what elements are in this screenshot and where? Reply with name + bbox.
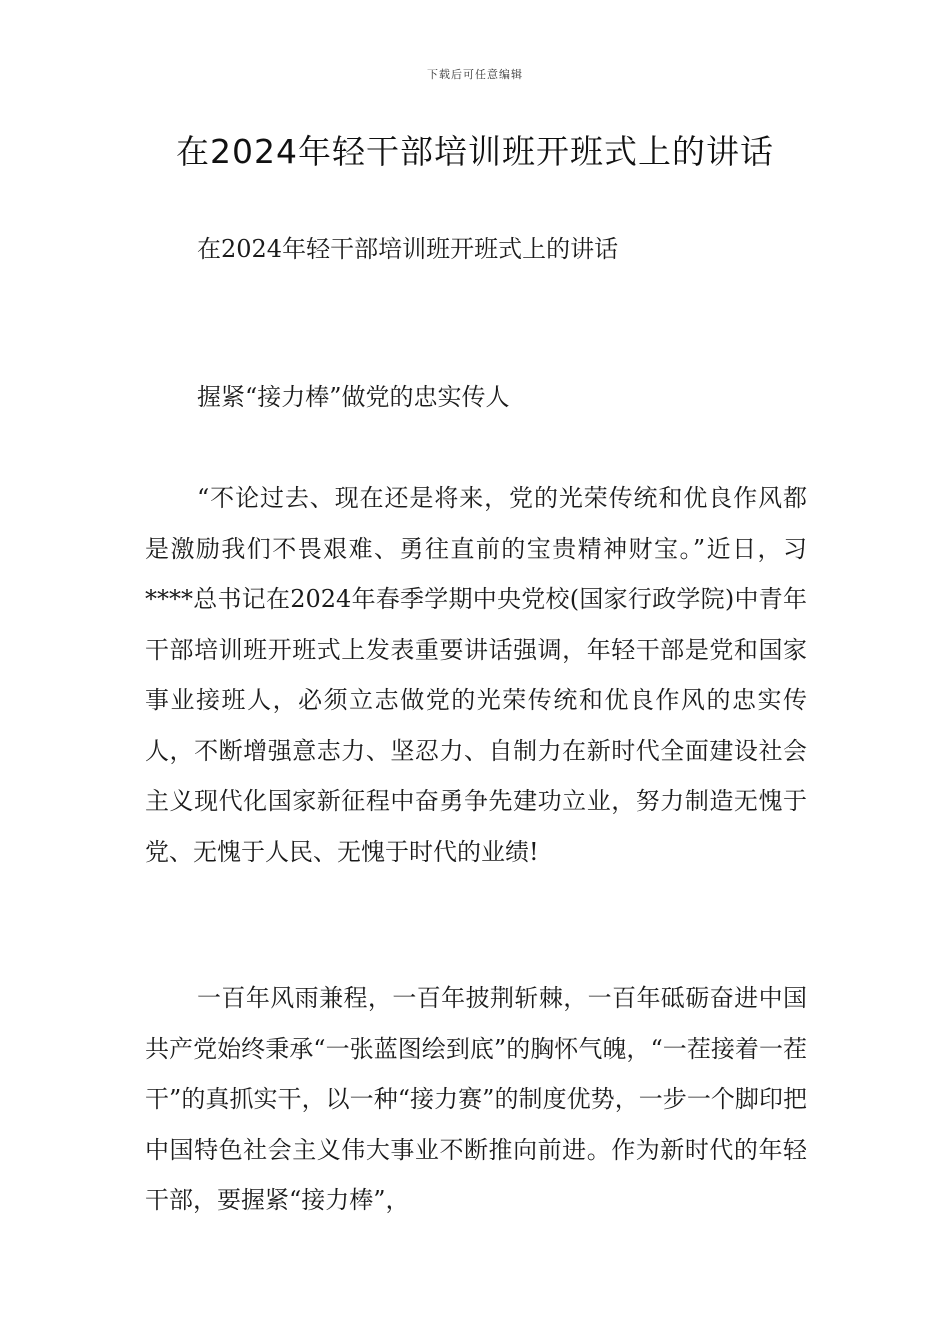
document-title: 在2024年轻干部培训班开班式上的讲话 — [176, 132, 774, 171]
body-paragraph: 一百年风雨兼程，一百年披荆斩棘，一百年砥砺奋进中国共产党始终秉承“一张蓝图绘到底”的胸怀气魄，“一茬接着一茬干”的真抓实干，以一种“接力赛”的制度优势，一步一个脚印把中国特色社会主义伟大事业不断推向前进。作为新时代的年轻干部，要握紧“接力棒”， — [145, 984, 807, 1214]
header-note: 下载后可任意编辑 — [427, 68, 523, 81]
section-heading: 握紧“接力棒”做党的忠实传人 — [197, 383, 510, 411]
document-subtitle: 在2024年轻干部培训班开班式上的讲话 — [197, 235, 619, 263]
body-paragraph: “不论过去、现在还是将来，党的光荣传统和优良作风都是激励我们不畏艰难、勇往直前的宝贵精神财宝。”近日，习****总书记在2024年春季学期中央党校(国家行政学院)中青年干部培训班开班式上发表重要讲话强调，年轻干部是党和国家事业接班人，必须立志做党的光荣传统和优良作风的忠实传人，不断增强意志力、坚忍力、自制力在新时代全面建设社会主义现代化国家新征程中奋勇争先建功立业，努力制造无愧于党、无愧于人民、无愧于时代的业绩! — [145, 484, 807, 866]
